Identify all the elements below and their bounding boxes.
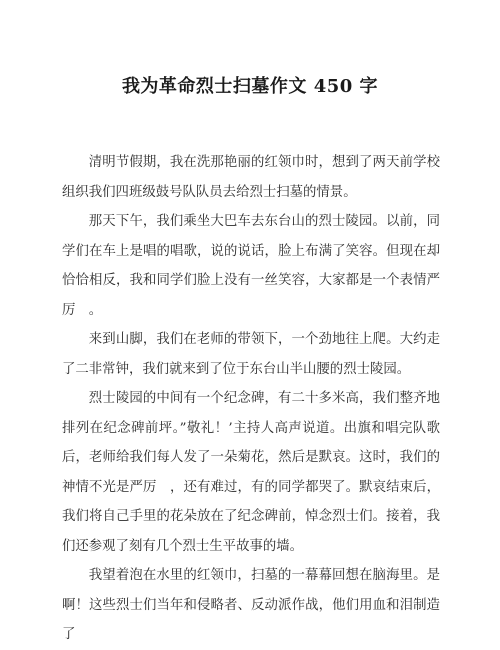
paragraph: 来到山脚，我们在老师的带领下，一个劲地往上爬。大约走了二非常钟，我们就来到了位于东台山半山腰的烈士陵园。 [62, 332, 440, 377]
document-title: 我为革命烈士扫墓作文 450 字 [121, 76, 379, 97]
paragraph: 我望着泡在水里的红领巾，扫墓的一幕幕回想在脑海里。是啊！这些烈士们当年和侵略者、反动派作战，他们用血和泪制造了 [62, 568, 440, 642]
document-body [62, 148, 440, 650]
paragraph: 那天下午，我们乘坐大巴车去东台山的烈士陵园。以前，同学们在车上是唱的唱歌，说的说话，脸上布满了笑容。但现在却恰恰相反，我和同学们脸上没有一丝笑容，大家都是一个表情严厉 。 [62, 214, 440, 318]
paragraph: 烈士陵园的中间有一个纪念碑，有二十多米高，我们整齐地排列在纪念碑前坪。”敬礼！’主持人高声说道。出旗和唱完队歌后，老师给我们每人发了一朵菊花，然后是默哀。这时，我们的神情不光是严厉 ，还有难过，有的同学都哭了。默哀结束后，我们将自己手里的花朵放在了纪念碑前，悼念烈士们。接着，我们还参观了刻有几个烈士生平故事的墙。 [62, 391, 440, 554]
paragraph: 清明节假期，我在洗那艳丽的红领巾时，想到了两天前学校组织我们四班级鼓号队队员去给烈士扫墓的情景。 [62, 155, 440, 200]
